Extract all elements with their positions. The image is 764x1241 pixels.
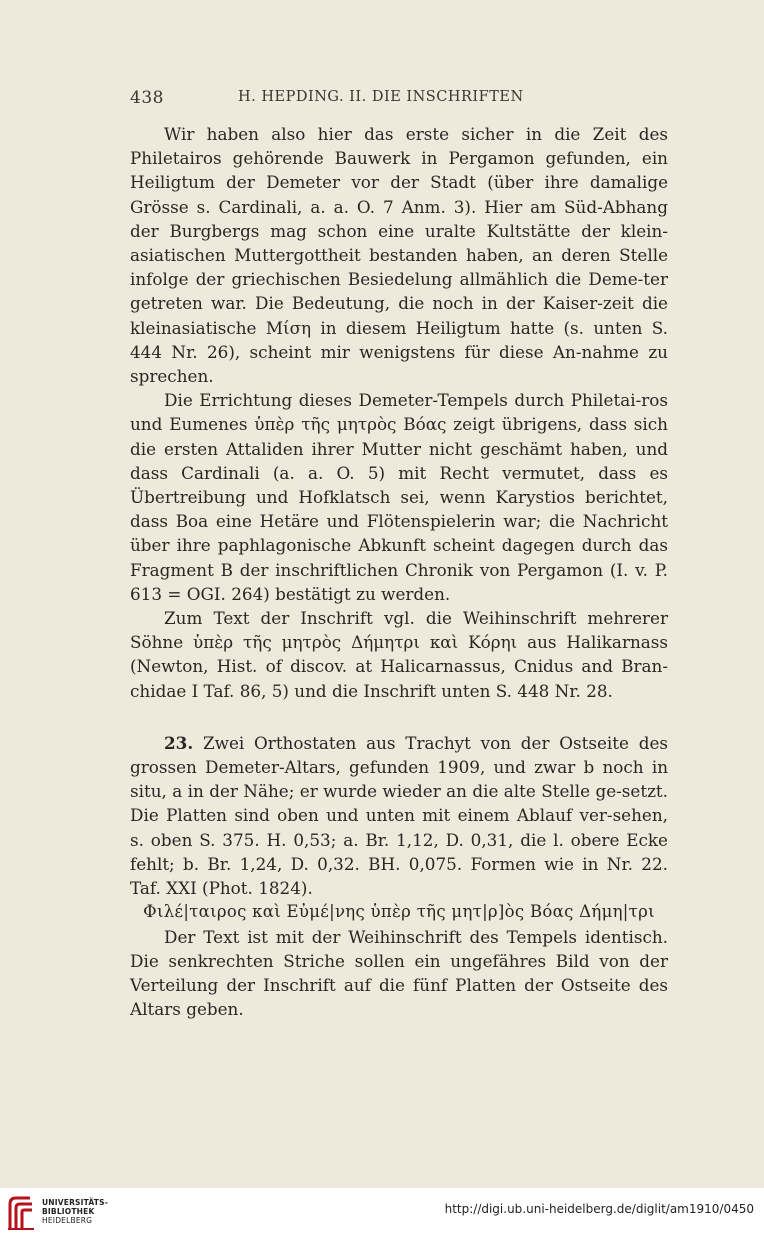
paragraph: Wir haben also hier das erste sicher in die Zeit des Philetairos gehörende Bauwerk in Pergamon gefunden, ein Heiligtum der Demeter vor der Stadt (über ihre damalige Grösse s. Cardinali, a. a. O. 7 Anm. 3). Hier am Süd-Abhang der Burgbergs mag schon eine uralte Kultstätte der klein-asiatischen Muttergottheit bestanden haben, an deren Stelle infolge der griechischen Besiedelung allmählich die Deme-ter getreten war. Die Bedeutung, die noch in der Kaiser-zeit die kleinasiatische Μίση in diesem Heiligtum hatte (s. unten S. 444 Nr. 26), scheint mir wenigstens für diese An-nahme zu sprechen. — [130, 124, 668, 387]
footer-bar — [0, 1188, 764, 1241]
running-title: H. HEPDING. II. DIE INSCHRIFTEN — [238, 89, 524, 105]
body-text — [130, 122, 668, 1021]
section-23-text: Zwei Orthostaten aus Trachyt von der Ostseite des grossen Demeter-Altars, gefunden 1909, und zwar b noch in situ, a in der Nähe; er wurde wieder an die alte Stelle ge-setzt. Die Platten sind oben und unten mit einem Ablauf ver-sehen, s. oben S. 375. H. 0,53; a. Br. 1,12, D. 0,31, die l. obere Ecke fehlt; b. Br. 1,24, D. 0,32. BH. 0,075. Formen wie in Nr. 22. Taf. XXI (Phot. 1824). — [130, 732, 668, 899]
section-number: 23. — [164, 732, 194, 753]
commentary-paragraph: Der Text ist mit der Weihinschrift des Tempels identisch. Die senkrechten Striche sollen ein ungefähres Bild von der Verteilung der Inschrift auf die fünf Platten der Ostseite des Altars geben. — [130, 926, 668, 1020]
page-number: 438 — [130, 88, 164, 108]
section-23-paragraph — [130, 731, 668, 900]
paragraph: Die Errichtung dieses Demeter-Tempels durch Philetai-ros und Eumenes ὑπὲρ τῆς μητρὸς Βόας zeigt übrigens, dass sich die ersten Attaliden ihrer Mutter nicht geschämt haben, und dass Cardinali (a. a. O. 5) mit Recht vermutet, dass es Übertreibung und Hofklatsch sei, wenn Karystios berichtet, dass Boa eine Hetäre und Flötenspielerin war; die Nachricht über ihre paphlagonische Abkunft scheint dagegen durch das Fragment B der inschriftlichen Chronik von Pergamon (I. v. P. 613 = OGI. 264) bestätigt zu werden. — [130, 390, 668, 604]
library-logo-text: UNIVERSITÄTS- BIBLIOTHEK HEIDELBERG — [42, 1198, 109, 1225]
source-url-link[interactable]: http://digi.ub.uni-heidelberg.de/diglit/am1910/0450 — [444, 1202, 754, 1216]
greek-inscription: Φιλέ|ταιρος καὶ Εὐμέ|νης ὑπὲρ τῆς μητ|ρ]ὸς Βόας Δήμη|τρι — [143, 902, 655, 922]
paragraph: Zum Text der Inschrift vgl. die Weihinschrift mehrerer Söhne ὑπὲρ τῆς μητρὸς Δήμητρι καὶ Κόρηι aus Halikarnass (Newton, Hist. of discov. at Halicarnassus, Cnidus and Bran-chidae I Taf. 86, 5) und die Inschrift unten S. 448 Nr. 28. — [130, 608, 668, 701]
library-logo-icon — [6, 1194, 36, 1232]
